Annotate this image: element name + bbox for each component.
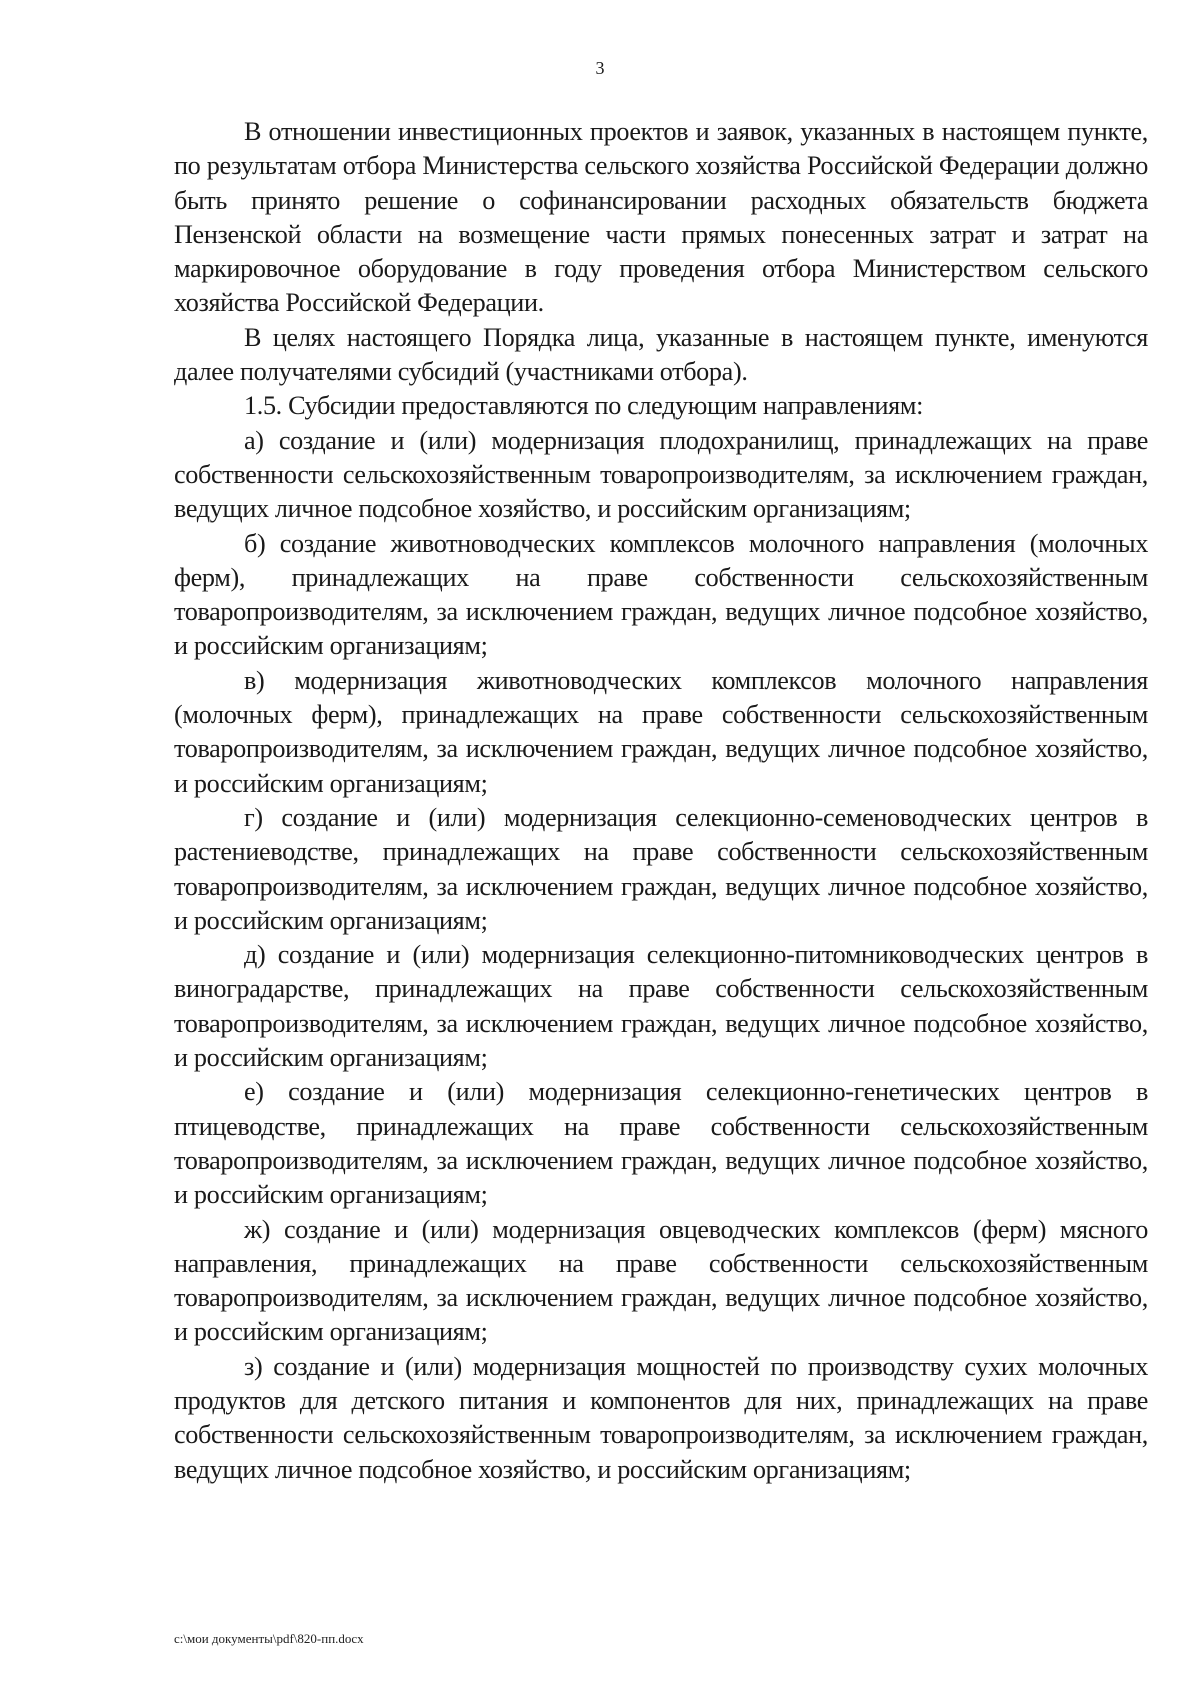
paragraph-recipients-definition: В целях настоящего Порядка лица, указанные в настоящем пункте, именуются далее получателями субсидий (участниками отбора). [174, 322, 1148, 387]
document-body [174, 115, 1148, 1487]
paragraph-item-d: д) создание и (или) модернизация селекционно-питомниководческих центров в виноградарстве, принадлежащих на праве собственности сельскохозяйственным товаропроизводителям, за исключением граждан, ведущих личное подсобное хозяйство, и российским организациям; [174, 940, 1148, 1073]
paragraph-1-5-heading: 1.5. Субсидии предоставляются по следующим направлениям: [244, 391, 924, 421]
paragraph-item-a: а) создание и (или) модернизация плодохранилищ, принадлежащих на праве собственности сельскохозяйственным товаропроизводителям, за исключением граждан, ведущих личное подсобное хозяйство, и российским организациям; [174, 425, 1148, 524]
page-number: 3 [595, 58, 605, 78]
paragraph-item-b: б) создание животноводческих комплексов молочного направления (молочных ферм), принадлежащих на праве собственности сельскохозяйственным товаропроизводителям, за исключением граждан, ведущих личное подсобное хозяйство, и российским организациям; [174, 528, 1148, 661]
footer-file-path: c:\мои документы\pdf\820-пп.docx [174, 1631, 364, 1646]
paragraph-item-g: г) создание и (или) модернизация селекционно-семеноводческих центров в растениеводстве, принадлежащих на праве собственности сельскохозяйственным товаропроизводителям, за исключением граждан, ведущих личное подсобное хозяйство, и российским организациям; [174, 802, 1148, 935]
paragraph-item-z: з) создание и (или) модернизация мощностей по производству сухих молочных продуктов для детского питания и компонентов для них, принадлежащих на праве собственности сельскохозяйственным товаропроизводителям, за исключением граждан, ведущих личное подсобное хозяйство, и российским организациям; [174, 1351, 1148, 1484]
paragraph-item-zh: ж) создание и (или) модернизация овцеводческих комплексов (ферм) мясного направления, принадлежащих на праве собственности сельскохозяйственным товаропроизводителям, за исключением граждан, ведущих личное подсобное хозяйство, и российским организациям; [174, 1214, 1148, 1347]
paragraph-item-e: е) создание и (или) модернизация селекционно-генетических центров в птицеводстве, принадлежащих на праве собственности сельскохозяйственным товаропроизводителям, за исключением граждан, ведущих личное подсобное хозяйство, и российским организациям; [174, 1077, 1148, 1210]
paragraph-item-v: в) модернизация животноводческих комплексов молочного направления (молочных ферм), принадлежащих на праве собственности сельскохозяйственным товаропроизводителям, за исключением граждан, ведущих личное подсобное хозяйство, и российским организациям; [174, 665, 1148, 798]
paragraph-investment-projects: В отношении инвестиционных проектов и заявок, указанных в настоящем пункте, по результатам отбора Министерства сельского хозяйства Российской Федерации должно быть принято решение о софинансировании расходных обязательств бюджета Пензенской области на возмещение части прямых понесенных затрат и затрат на маркировочное оборудование в году проведения отбора Министерством сельского хозяйства Российской Федерации. [174, 117, 1148, 318]
